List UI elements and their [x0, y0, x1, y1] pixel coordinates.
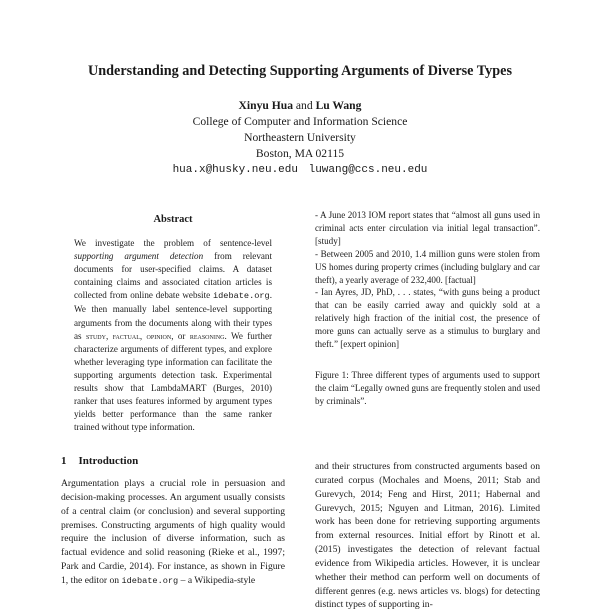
emails — [40, 162, 560, 178]
intro-heading — [61, 455, 138, 467]
email-1: hua.x@husky.neu.edu — [172, 164, 298, 176]
author-block — [40, 98, 560, 178]
figure-1-examples — [315, 209, 540, 351]
affiliation: College of Computer and Information Science — [192, 115, 408, 128]
section-title: Introduction — [78, 455, 139, 467]
right-column-text: and their structures from constructed arguments based on curated corpus (Mochales and Moens, 2011; Stab and Gurevych, 2014; Feng and Hirst, 2011; Habernal and Gurevych, 2015; Nguyen and Litman, 2016). Limited work has been done for retrieving supporting arguments from external resources. Initial effort by Rinott et al. (2015) investigates the detection of relevant factual evidence from Wikipedia articles. However, it is unclear whether their method can perform well on documents of different genres (e.g. news articles vs. blogs) for detecting distinct types of supporting in- — [315, 461, 540, 611]
figure-1-caption: Figure 1: Three different types of arguments used to support the claim “Legally owned guns are frequently stolen and used by criminals”. — [315, 370, 540, 406]
section-number: 1 — [61, 455, 67, 467]
abstract-text: We investigate the problem of sentence-level supporting argument detection from relevant documents for user-specified claims. A dataset containing claims and associated citation articles is collected from online debate website idebate.org. We then manually label sentence-level supporting arguments from the documents along with their types as study, factual, opinion, or reasoning. We further characterize arguments of different types, and explore whether leveraging type information can facilitate the supporting arguments detection task. Experimental results show that LambdaMART (Burges, 2010) ranker that uses features informed by argument types yields better performance than the same ranker trained without type information. — [74, 238, 273, 433]
abstract-heading: Abstract — [153, 214, 193, 225]
email-2: luwang@ccs.neu.edu — [308, 164, 428, 176]
author-and: and — [295, 99, 313, 112]
paper-title: Understanding and Detecting Supporting Arguments of Diverse Types — [88, 63, 512, 79]
example-opinion: - Ian Ayres, JD, PhD, . . . states, “with guns being a product that can be easily carried away and quickly sold at a relatively high fraction of the initial cost, the presence of more guns can actually serve as a stimulus to burglary and theft.” [expert opinion] — [315, 287, 540, 350]
author-1: Xinyu Hua — [238, 99, 293, 112]
example-study: - A June 2013 IOM report states that “almost all guns used in criminal acts enter circulation via initial legal transaction”. [study] — [315, 210, 540, 246]
university: Northeastern University — [244, 131, 356, 144]
intro-text: Argumentation plays a crucial role in persuasion and decision-making processes. An argument usually consists of a central claim (or conclusion) and several supporting premises. Constructing arguments of high quality would require the inclusion of diverse information, such as factual evidence and solid reasoning (Rieke et al., 1997; Park and Cardie, 2014). For instance, as shown in Figure 1, the editor on idebate.org – a Wikipedia-style — [61, 478, 285, 586]
city: Boston, MA 02115 — [255, 147, 345, 160]
example-factual: - Between 2005 and 2010, 1.4 million guns were stolen from US homes during property crimes (including bulglary and car theft), a yearly average of 232,400. [factual] — [315, 248, 540, 285]
author-2: Lu Wang — [315, 99, 362, 112]
author-names — [40, 98, 560, 114]
